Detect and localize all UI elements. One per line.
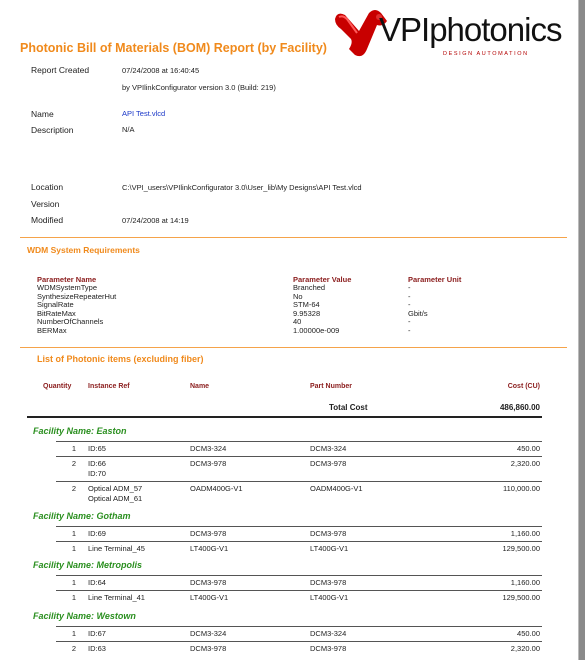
parameter-unit-cell: - [408,317,411,327]
facility-title: Facility Name: Easton [33,426,127,436]
cost-cell: 2,320.00 [510,644,540,653]
description-value: N/A [122,125,135,134]
section-divider [20,347,567,348]
parameter-value-cell: 1.00000e-009 [293,326,340,335]
item-name-cell: OADM400G-V1 [190,484,243,493]
quantity-cell: 1 [71,529,76,538]
quantity-cell: 2 [71,459,76,468]
cost-column-header: Cost (CU) [507,383,540,390]
part-number-cell: DCM3-978 [310,529,347,538]
cost-cell: 129,500.00 [502,593,540,602]
part-number-cell: LT400G-V1 [310,544,349,553]
facility-title: Facility Name: Gotham [33,511,131,521]
part-number-cell: DCM3-324 [310,444,347,453]
parameter-unit-cell: Gbit/s [408,308,428,318]
cost-cell: 1,160.00 [510,578,540,587]
parameter-name-cell: BERMax [37,326,67,335]
parameter-value-cell: Branched [293,283,326,292]
parameter-unit-header: Parameter Unit [408,275,462,284]
location-label: Location [31,182,64,192]
name-column-header: Name [190,383,210,390]
name-label: Name [31,109,54,119]
report-title: Photonic Bill of Materials (BOM) Report (by Facility) [20,41,327,55]
total-cost-label: Total Cost [329,403,368,412]
report-created-value: 07/24/2008 at 16:40:45 [122,66,200,75]
instance-ref-cell: Line Terminal_45 [88,544,145,553]
cost-cell: 450.00 [517,629,540,638]
quantity-cell: 1 [71,444,76,453]
parameter-value-cell: No [293,291,303,301]
parameter-value-cell: 9.95328 [293,308,321,318]
cost-cell: 2,320.00 [510,459,540,468]
parameter-name-cell: NumberOfChannels [37,317,104,327]
report-created-label: Report Created [31,65,90,75]
wdm-section-title: WDM System Requirements [27,245,140,255]
cost-cell: 1,160.00 [510,529,540,538]
modified-value: 07/24/2008 at 14:19 [122,216,189,225]
cost-cell: 129,500.00 [502,544,540,553]
parameter-unit-cell: - [408,291,411,301]
item-name-cell: DCM3-324 [190,444,227,453]
item-name-cell: DCM3-978 [190,578,227,587]
part-number-cell: DCM3-324 [310,629,347,638]
quantity-column-header: Quantity [43,383,72,390]
table-row-divider [56,481,542,482]
part-number-cell: DCM3-978 [310,459,347,468]
cost-cell: 110,000.00 [503,484,540,493]
instance-ref-cell: ID:67 [88,629,106,638]
part-number-cell: DCM3-978 [310,578,347,587]
description-label: Description [31,125,74,135]
table-row-divider [56,541,542,542]
item-name-cell: DCM3-978 [190,644,227,653]
facility-title: Facility Name: Metropolis [33,560,143,570]
parameter-value-cell: 40 [293,317,302,327]
quantity-cell: 1 [71,578,76,587]
instance-ref-cell: ID:69 [88,529,106,538]
name-value: API Test.vlcd [122,109,166,118]
instance-ref-cell: ID:66 [88,459,106,468]
part-number-column-header: Part Number [310,383,353,390]
table-row-divider [56,626,542,627]
part-number-cell: LT400G-V1 [310,593,349,602]
instance-ref-cell: Optical ADM_61 [88,494,143,503]
table-row-divider [56,456,542,457]
item-name-cell: DCM3-978 [190,459,227,468]
location-value: C:\VPI_users\VPIlinkConfigurator 3.0\User_lib\My Designs\API Test.vlcd [122,183,362,192]
parameter-name-cell: WDMSystemType [37,283,98,292]
version-label: Version [31,199,60,209]
part-number-cell: DCM3-978 [310,644,347,653]
table-row-divider [56,441,542,442]
modified-label: Modified [31,215,64,225]
total-cost-value: 486,860.00 [499,403,540,412]
parameter-value-cell: STM-64 [293,300,320,310]
logo-tagline: DESIGN AUTOMATION [443,51,529,57]
report-created-by: by VPIlinkConfigurator version 3.0 (Build: 219) [122,83,276,92]
instance-ref-cell: Optical ADM_57 [88,484,143,493]
instance-ref-cell: Line Terminal_41 [88,593,145,602]
cost-cell: 450.00 [517,444,540,453]
instance-ref-cell: ID:70 [88,469,106,478]
vpiphotonics-logo [333,9,562,61]
quantity-cell: 1 [71,593,76,602]
table-row-divider [56,590,542,591]
item-name-cell: LT400G-V1 [190,593,229,602]
item-name-cell: DCM3-324 [190,629,227,638]
table-row-divider [56,526,542,527]
table-row-divider [56,641,542,642]
parameter-unit-cell: - [408,283,411,292]
parameter-unit-cell: - [408,326,411,335]
parameter-value-header: Parameter Value [293,275,352,284]
parameter-name-header: Parameter Name [37,275,97,284]
table-row-divider [56,575,542,576]
parameter-name-cell: SignalRate [37,300,74,310]
instance-ref-cell: ID:63 [88,644,106,653]
viewer-edge [579,0,585,660]
item-name-cell: DCM3-978 [190,529,227,538]
total-divider [27,416,542,418]
section-divider [20,237,567,238]
parameter-name-cell: BitRateMax [37,308,76,318]
quantity-cell: 1 [71,544,76,553]
instance-ref-cell: ID:64 [88,578,106,587]
parameter-name-cell: SynthesizeRepeaterHut [37,291,117,301]
item-name-cell: LT400G-V1 [190,544,229,553]
facility-title: Facility Name: Westown [33,611,136,621]
items-section-title: List of Photonic items (excluding fiber) [37,354,204,364]
quantity-cell: 1 [71,629,76,638]
instance-ref-cell: ID:65 [88,444,106,453]
quantity-cell: 2 [71,484,76,493]
part-number-cell: OADM400G-V1 [310,484,363,493]
logo-wordmark: VPIphotonics [379,11,562,48]
quantity-cell: 2 [71,644,76,653]
instance-ref-column-header: Instance Ref [88,383,130,390]
parameter-unit-cell: - [408,300,411,310]
